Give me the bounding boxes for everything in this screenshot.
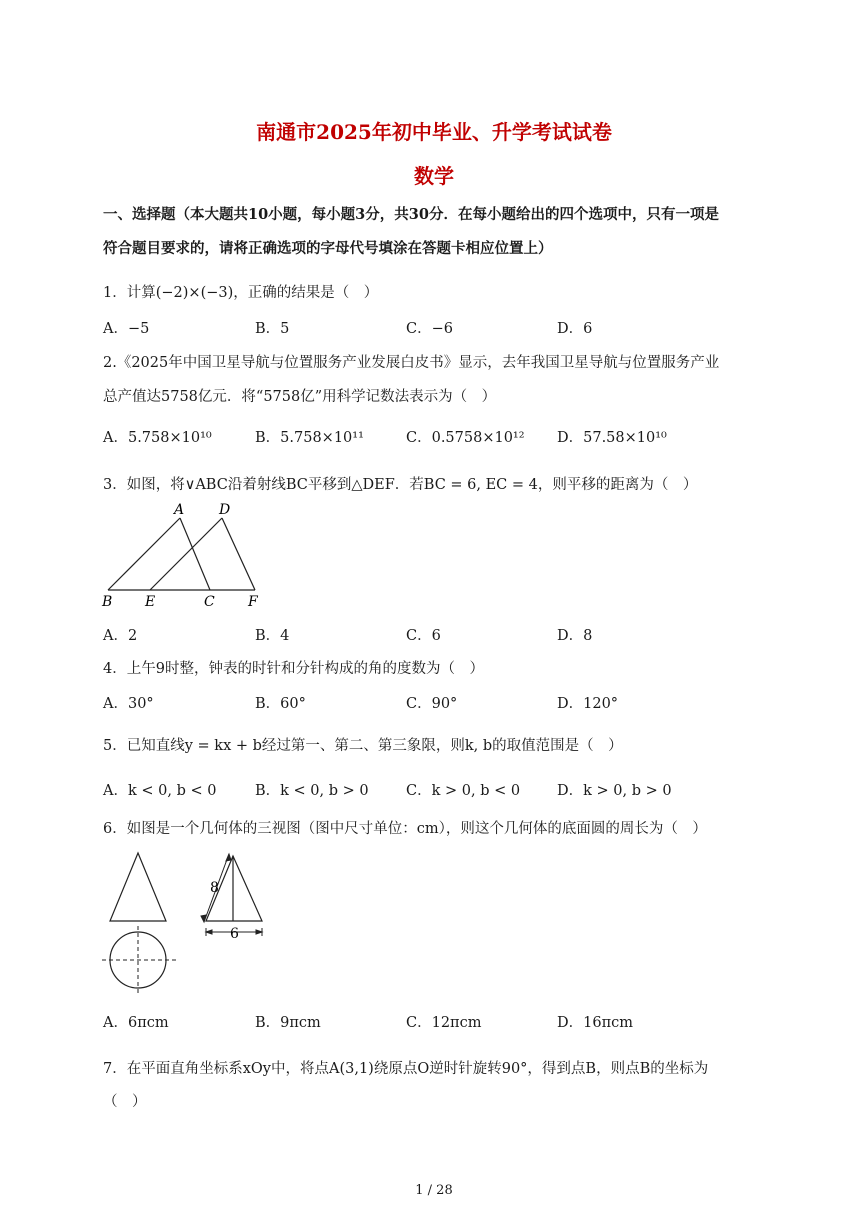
q5-option-b[interactable]: B．k < 0, b > 0 [255,783,369,799]
q1-option-c[interactable]: C．−6 [406,321,453,337]
q5-options [103,779,763,801]
q2-option-b[interactable]: B．5.758×10¹¹ [255,430,364,446]
q4-options [103,692,763,714]
q4-stem: 4．上午9时整，钟表的时针和分针构成的角的度数为（ ） [103,661,484,677]
subject-title: 数学 [414,164,454,188]
q2-option-a[interactable]: A．5.758×10¹⁰ [103,430,212,446]
q5-option-d[interactable]: D．k > 0, b > 0 [557,783,672,799]
exam-title: 南通市2025年初中毕业、升学考试试卷 [256,120,612,144]
q3-options [103,624,763,646]
q5-stem: 5．已知直线y = kx + b经过第一、第二、第三象限，则k, b的取值范围是（ ） [103,738,623,754]
section-heading-line1: 一、选择题（本大题共10小题，每小题3分，共30分．在每小题给出的四个选项中，只有一项是 [103,206,719,223]
q3-option-a[interactable]: A．2 [103,628,138,644]
q3-option-c[interactable]: C．6 [406,628,441,644]
q4-option-c[interactable]: C．90° [406,696,458,712]
q1-options [103,317,763,339]
q2-option-c[interactable]: C．0.5758×10¹² [406,430,525,446]
q3-option-d[interactable]: D．8 [557,628,593,644]
q3-translation-figure [100,500,270,612]
q7-stem-line2: （ ） [103,1094,147,1110]
page-number: 1 / 28 [415,1183,453,1198]
q6-options [103,1011,763,1033]
q6-option-b[interactable]: B．9πcm [255,1015,321,1031]
q1-stem: 1．计算(−2)×(−3)，正确的结果是（ ） [103,285,379,301]
q3-label-e: E [145,594,156,610]
q6-option-c[interactable]: C．12πcm [406,1015,482,1031]
q3-label-a: A [174,502,185,518]
q3-label-d: D [219,502,231,518]
q6-label-slant: 8 [210,880,219,896]
q2-stem-line2: 总产值达5758亿元．将“5758亿”用科学记数法表示为（ ） [103,389,497,405]
q2-options [103,426,763,448]
q1-option-d[interactable]: D．6 [557,321,593,337]
q2-stem-line1: 2.《2025年中国卫星导航与位置服务产业发展白皮书》显示，去年我国卫星导航与位置服务产业 [103,355,720,371]
q1-option-b[interactable]: B．5 [255,321,290,337]
q5-option-a[interactable]: A．k < 0, b < 0 [103,783,217,799]
q1-option-a[interactable]: A．−5 [103,321,150,337]
q4-option-d[interactable]: D．120° [557,696,619,712]
section-heading-line2: 符合题目要求的，请将正确选项的字母代号填涂在答题卡相应位置上） [103,240,553,257]
q5-option-c[interactable]: C．k > 0, b < 0 [406,783,521,799]
q3-stem: 3．如图，将∨ABC沿着射线BC平移到△DEF．若BC = 6, EC = 4，则平移的距离为（ ） [103,477,698,493]
q4-option-b[interactable]: B．60° [255,696,306,712]
q6-three-views-figure [100,848,275,998]
q6-option-a[interactable]: A．6πcm [103,1015,169,1031]
q6-label-base: 6 [230,926,239,942]
q6-option-d[interactable]: D．16πcm [557,1015,633,1031]
q3-option-b[interactable]: B．4 [255,628,290,644]
q7-stem-line1: 7．在平面直角坐标系xOy中，将点A(3,1)绕原点O逆时针旋转90°，得到点B，则点B的坐标为 [103,1061,709,1077]
q2-option-d[interactable]: D．57.58×10¹⁰ [557,430,667,446]
q3-label-b: B [102,594,113,610]
q6-stem: 6．如图是一个几何体的三视图（图中尺寸单位：cm），则这个几何体的底面圆的周长为（ ） [103,821,707,837]
q3-label-f: F [248,594,258,610]
q4-option-a[interactable]: A．30° [103,696,154,712]
q3-label-c: C [204,594,215,610]
